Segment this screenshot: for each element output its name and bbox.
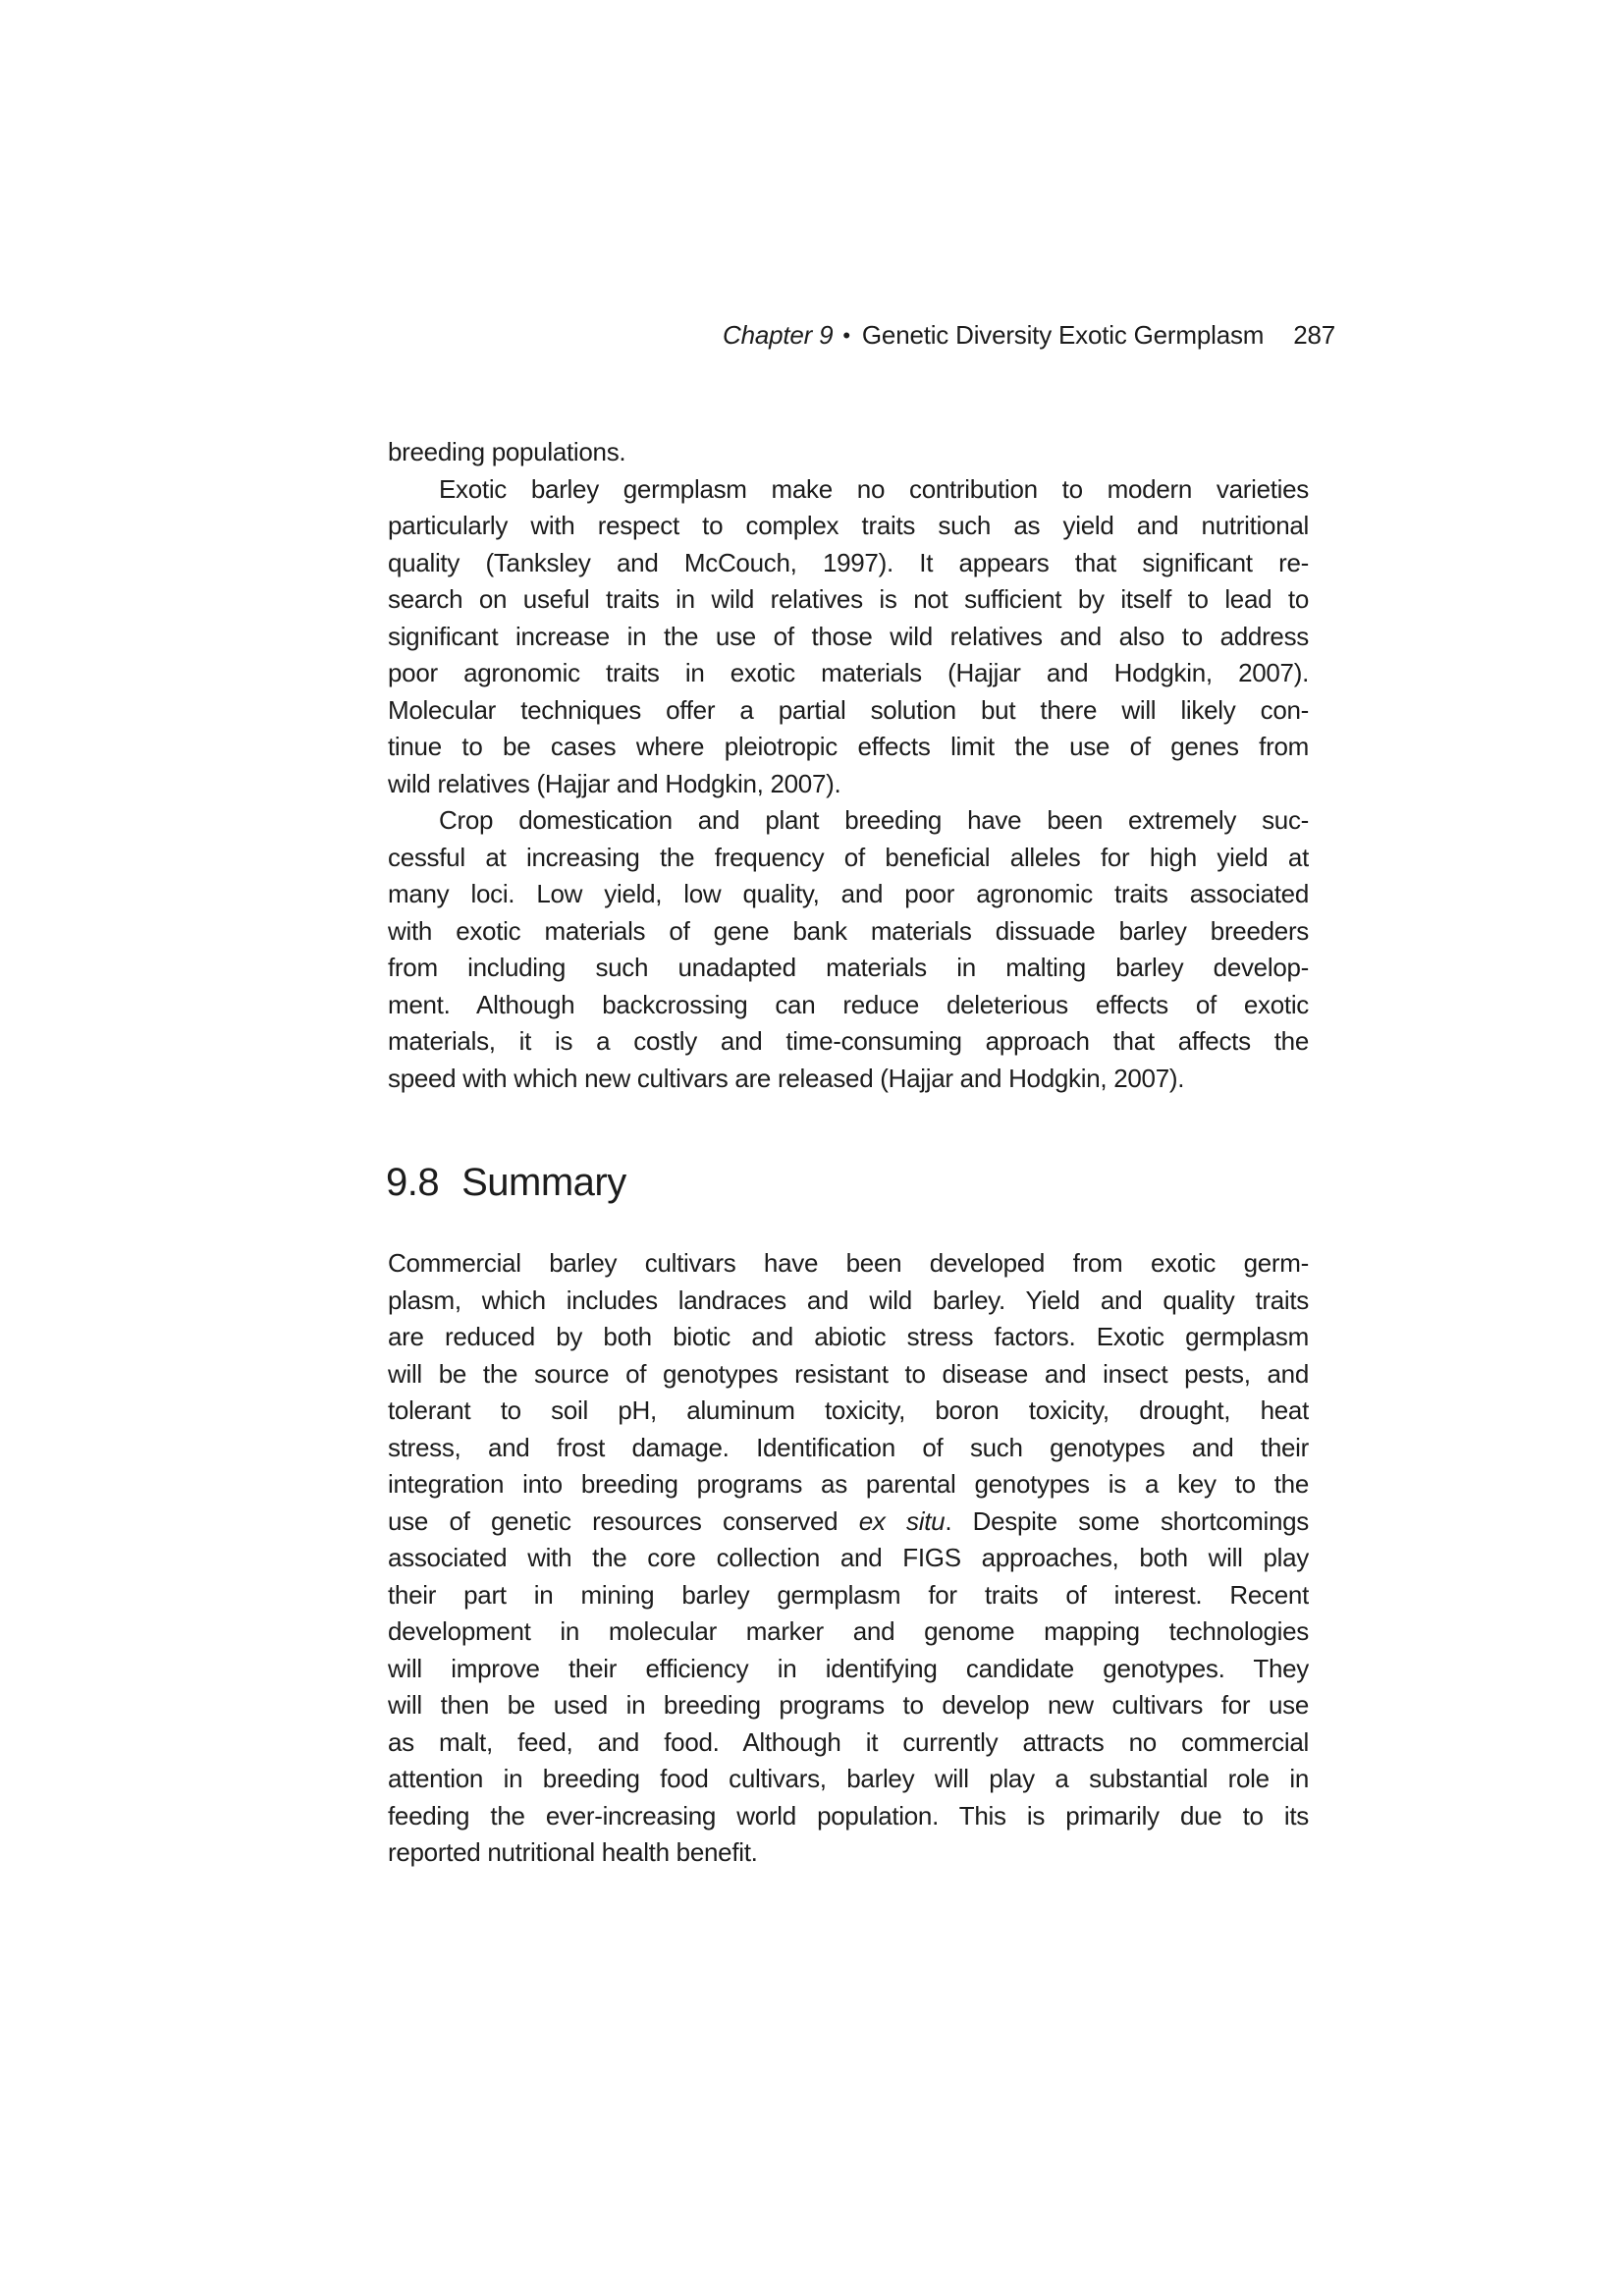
section-title: Summary: [461, 1161, 626, 1204]
text-line: many loci. Low yield, low quality, and poor agronomic traits associated: [388, 879, 1309, 908]
text-line: stress, and frost damage. Identification of such genotypes and their: [388, 1432, 1309, 1462]
text-line: from including such unadapted materials in malting barley develop-: [388, 953, 1309, 982]
summary-paragraph: [388, 1245, 1309, 1872]
text-line: plasm, which includes landraces and wild barley. Yield and quality traits: [388, 1285, 1309, 1315]
bullet-separator: •: [842, 323, 850, 348]
text-line: development in molecular marker and genome mapping technologies: [388, 1616, 1309, 1646]
text-line: Commercial barley cultivars have been developed from exotic germ-: [388, 1248, 1309, 1278]
text-line: feeding the ever-increasing world population. This is primarily due to its: [388, 1800, 1309, 1831]
text-line: associated with the core collection and FIGS approaches, both will play: [388, 1543, 1309, 1572]
text-line: materials, it is a costly and time-consuming approach that affects the: [388, 1026, 1309, 1056]
text-line: as malt, feed, and food. Although it currently attracts no commercial: [388, 1726, 1309, 1757]
text-line: Crop domestication and plant breeding have been extremely suc-: [439, 805, 1309, 835]
text-line: will improve their efficiency in identifying candidate genotypes. They: [388, 1653, 1309, 1683]
text-line: significant increase in the use of those wild relatives and also to address: [388, 621, 1309, 651]
text-line: their part in mining barley germplasm for traits of interest. Recent: [388, 1579, 1309, 1610]
text-line: tolerant to soil pH, aluminum toxicity, boron toxicity, drought, heat: [388, 1395, 1309, 1425]
text-line: tinue to be cases where pleiotropic effects limit the use of genes from: [388, 732, 1309, 761]
text-line: cessful at increasing the frequency of beneficial alleles for high yield at: [388, 842, 1309, 872]
text-line: will then be used in breeding programs to develop new cultivars for use: [388, 1690, 1309, 1720]
text-segment: use of genetic resources conserved: [388, 1505, 859, 1536]
chapter-title: Genetic Diversity Exotic Germplasm: [861, 320, 1265, 350]
text-line: integration into breeding programs as parental genotypes is a key to the: [388, 1469, 1309, 1499]
section-heading: [386, 1161, 626, 1205]
text-line: quality (Tanksley and McCouch, 1997). It appears that significant re-: [388, 547, 1309, 577]
text-line: particularly with respect to complex traits such as yield and nutritional: [388, 511, 1309, 540]
text-line: [388, 1503, 1309, 1541]
italic-phrase: ex situ: [858, 1505, 946, 1536]
text-line: breeding populations.: [388, 437, 626, 466]
running-header: [0, 320, 1335, 351]
text-line: with exotic materials of gene bank materials dissuade barley breeders: [388, 915, 1309, 946]
text-line: search on useful traits in wild relatives is not sufficient by itself to lead to: [388, 584, 1309, 614]
text-line: reported nutritional health benefit.: [388, 1837, 758, 1867]
text-line: will be the source of genotypes resistant to disease and insect pests, and: [388, 1358, 1309, 1389]
section-number: 9.8: [386, 1161, 440, 1204]
text-line: poor agronomic traits in exotic materials (Hajjar and Hodgkin, 2007).: [388, 658, 1309, 687]
text-line: speed with which new cultivars are released (Hajjar and Hodgkin, 2007).: [388, 1063, 1185, 1093]
chapter-label: Chapter 9: [723, 320, 834, 350]
page-number: 287: [1293, 320, 1335, 350]
text-line: Exotic barley germplasm make no contribution to modern varieties: [439, 473, 1309, 504]
body-text-block: [388, 434, 1309, 1097]
text-line: are reduced by both biotic and abiotic stress factors. Exotic germplasm: [388, 1322, 1309, 1351]
text-line: ment. Although backcrossing can reduce deleterious effects of exotic: [388, 989, 1309, 1019]
text-line: wild relatives (Hajjar and Hodgkin, 2007).: [388, 768, 841, 798]
text-segment: . Despite some shortcomings: [945, 1505, 1309, 1536]
text-line: Molecular techniques offer a partial solution but there will likely con-: [388, 694, 1309, 725]
text-line: attention in breeding food cultivars, barley will play a substantial role in: [388, 1764, 1309, 1793]
